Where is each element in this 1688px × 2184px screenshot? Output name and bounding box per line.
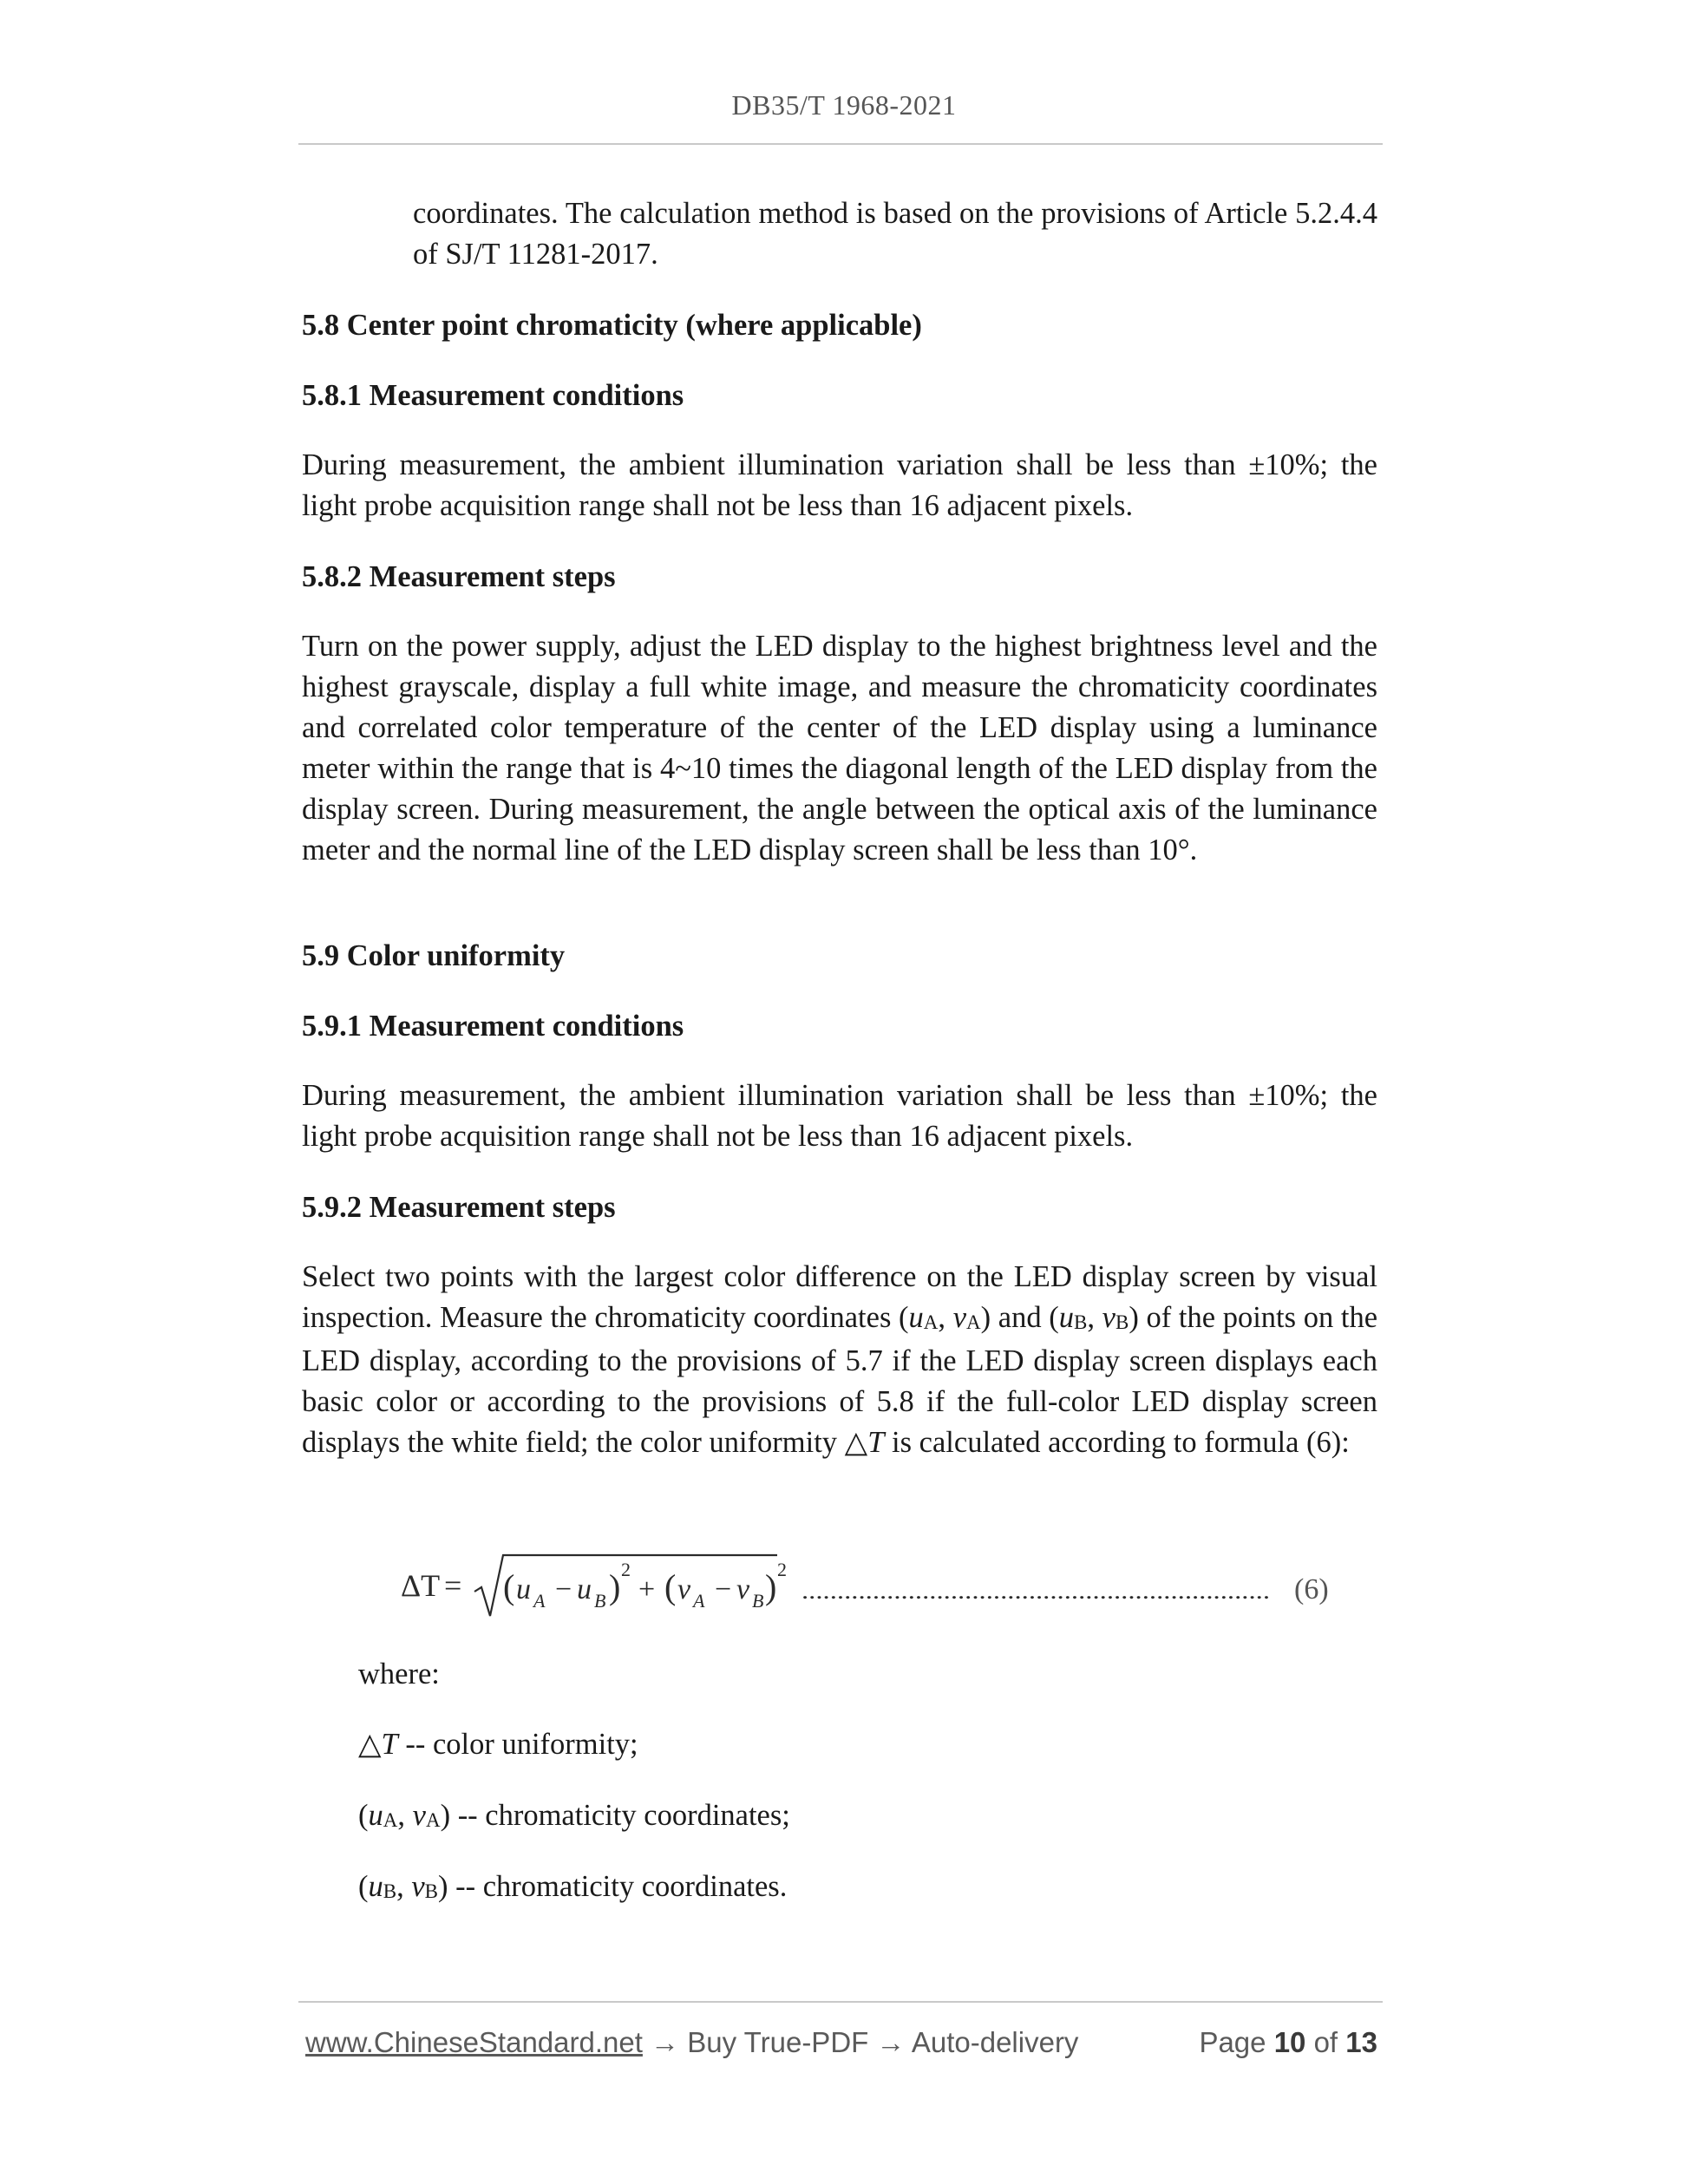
section-heading-5-8: 5.8 Center point chromaticity (where applicable) bbox=[302, 309, 922, 342]
header-divider bbox=[298, 143, 1383, 145]
exp-1: 2 bbox=[621, 1559, 631, 1580]
formula-leader-dots: .................................................................. bbox=[801, 1579, 1270, 1604]
formula-equals: = bbox=[444, 1568, 462, 1603]
var-u-a: u bbox=[516, 1573, 531, 1605]
exp-2: 2 bbox=[777, 1559, 787, 1580]
sub-b-2: B bbox=[752, 1590, 764, 1612]
paragraph-5-8-1 bbox=[302, 445, 1377, 526]
var-v-b: v bbox=[736, 1573, 750, 1605]
continuation-paragraph bbox=[413, 193, 1377, 275]
paren-close-1: ) bbox=[609, 1567, 621, 1606]
subsection-heading-5-8-2: 5.8.2 Measurement steps bbox=[302, 560, 616, 593]
formula-6 bbox=[401, 1548, 1355, 1626]
buy-true-pdf-link[interactable]: Buy True-PDF bbox=[687, 2026, 869, 2058]
page-indicator bbox=[1199, 2026, 1377, 2059]
site-link[interactable]: www.ChineseStandard.net bbox=[305, 2026, 643, 2058]
page-label: Page bbox=[1199, 2026, 1266, 2058]
var-v-a: v bbox=[677, 1573, 691, 1605]
formula-lhs: ΔT bbox=[401, 1568, 441, 1603]
paragraph-5-9-2-text: Select two points with the largest color difference on the LED display screen by visual inspection. Measure the chromaticity coordinates ($u_A$, $v_A$) and ($u_B$, $v_B$) of the points on the LED display, according to the provisions of 5.7 if the LED display screen displays each basic color or according to the provisions of 5.8 if the full-color LED display screen displays the white field; the color uniformity △T is calculated according to formula (6): bbox=[302, 1260, 1378, 1459]
minus-2: − bbox=[715, 1573, 732, 1605]
paragraph-5-9-1-text: During measurement, the ambient illumination variation shall be less than ±10%; the light probe acquisition range shall not be less than 16 adjacent pixels. bbox=[302, 1079, 1377, 1153]
paren-open-1: ( bbox=[503, 1567, 515, 1606]
sub-a-1: A bbox=[533, 1590, 546, 1612]
definition-point-a: ($u_A$, $v_A$) -- chromaticity coordinates; bbox=[358, 1799, 790, 1832]
page-number: 10 bbox=[1273, 2026, 1306, 2058]
sub-a-2: A bbox=[693, 1590, 705, 1612]
footer-links bbox=[305, 2026, 1078, 2059]
definition-delta-t: △T -- color uniformity; bbox=[358, 1728, 638, 1761]
definition-point-b: ($u_B$, $v_B$) -- chromaticity coordinates. bbox=[358, 1870, 788, 1903]
continuation-text: coordinates. The calculation method is based on the provisions of Article 5.2.4.4 of SJ/T 11281-2017. bbox=[413, 197, 1377, 271]
of-label: of bbox=[1313, 2026, 1338, 2058]
section-heading-5-9: 5.9 Color uniformity bbox=[302, 939, 566, 972]
formula-6-graphic bbox=[401, 1548, 1355, 1626]
paragraph-5-8-2 bbox=[302, 626, 1377, 871]
document-code-header: DB35/T 1968-2021 bbox=[731, 89, 957, 121]
page-footer bbox=[305, 2026, 1377, 2070]
paragraph-5-8-1-text: During measurement, the ambient illumination variation shall be less than ±10%; the light probe acquisition range shall not be less than 16 adjacent pixels. bbox=[302, 448, 1377, 522]
paren-open-2: ( bbox=[664, 1567, 677, 1606]
page-total: 13 bbox=[1345, 2026, 1377, 2058]
sub-b-1: B bbox=[594, 1590, 606, 1612]
var-u-b: u bbox=[577, 1573, 592, 1605]
subsection-heading-5-9-1: 5.9.1 Measurement conditions bbox=[302, 1010, 684, 1043]
arrow-right-icon: → bbox=[876, 2026, 906, 2058]
paragraph-5-9-2 bbox=[302, 1257, 1377, 1463]
minus-1: − bbox=[555, 1573, 572, 1605]
footer-divider bbox=[298, 2001, 1383, 2003]
paragraph-5-9-1 bbox=[302, 1076, 1377, 1157]
where-label: where: bbox=[358, 1658, 440, 1690]
paren-close-2: ) bbox=[765, 1567, 777, 1606]
subsection-heading-5-9-2: 5.9.2 Measurement steps bbox=[302, 1191, 616, 1224]
paragraph-5-8-2-text: Turn on the power supply, adjust the LED display to the highest brightness level and the highest grayscale, display a full white image, and measure the chromaticity coordinates and correlated color temperature of the center of the LED display using a luminance meter within the range that is 4~10 times the diagonal length of the LED display from the display screen. During measurement, the angle between the optical axis of the luminance meter and the normal line of the LED display screen shall be less than 10°. bbox=[302, 630, 1377, 866]
subsection-heading-5-8-1: 5.8.1 Measurement conditions bbox=[302, 379, 684, 412]
plus-sign: + bbox=[638, 1573, 656, 1605]
formula-number: (6) bbox=[1294, 1573, 1329, 1605]
auto-delivery-text: Auto-delivery bbox=[911, 2026, 1079, 2058]
arrow-right-icon: → bbox=[651, 2026, 680, 2058]
